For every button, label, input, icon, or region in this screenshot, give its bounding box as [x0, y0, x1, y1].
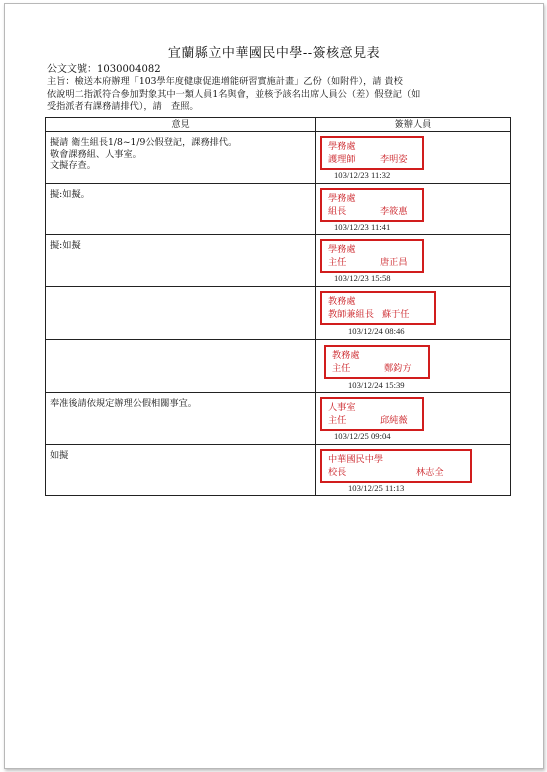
opinion-cell: [46, 132, 316, 184]
table-row: [46, 132, 511, 184]
stamp-role: 主任: [328, 257, 347, 268]
opinion-cell: [46, 287, 316, 340]
opinion-line: 擬:如擬: [50, 240, 81, 251]
table-row: [46, 184, 511, 235]
opinion-cell: [46, 235, 316, 287]
document-number: 公文文號：1030004082: [47, 64, 161, 75]
timestamp: 103/12/23 15:58: [334, 273, 391, 283]
timestamp: 103/12/23 11:41: [334, 222, 391, 232]
stamp-role: 主任: [328, 415, 347, 426]
document-page: [4, 3, 544, 769]
stamp-name: 李筱惠: [380, 206, 408, 217]
signer-cell: [316, 184, 511, 235]
timestamp: 103/12/25 09:04: [334, 431, 391, 441]
approval-stamp: [320, 449, 472, 483]
stamp-role: 組長: [328, 206, 347, 217]
signer-cell: [316, 445, 511, 496]
stamp-unit: 學務處: [328, 193, 356, 204]
table-row: [46, 445, 511, 496]
approval-stamp: [320, 136, 424, 170]
approval-stamp: [324, 345, 430, 379]
stamp-role: 護理師: [328, 154, 356, 165]
opinion-line: 奉准後請依規定辦理公假相關事宜。: [50, 398, 197, 409]
approval-stamp: [320, 397, 424, 431]
stamp-role: 校長: [328, 467, 347, 478]
stamp-name: 唐正昌: [380, 257, 408, 268]
approval-stamp: [320, 291, 436, 325]
opinion-cell: [46, 445, 316, 496]
opinion-cell: [46, 393, 316, 445]
signer-cell: [316, 340, 511, 393]
timestamp: 103/12/24 08:46: [348, 326, 405, 336]
table-row: [46, 393, 511, 445]
signer-cell: [316, 132, 511, 184]
stamp-role: 主任: [332, 363, 351, 374]
stamp-unit: 學務處: [328, 244, 356, 255]
subject-text: [47, 76, 512, 114]
opinion-line: 敬會課務組、人事室。: [50, 148, 142, 160]
signer-cell: [316, 287, 511, 340]
signoff-table: [45, 117, 511, 496]
stamp-name: 邱純薇: [380, 415, 408, 426]
stamp-unit: 教務處: [328, 296, 356, 307]
table-header-row: [46, 118, 511, 132]
stamp-name: 林志全: [416, 467, 444, 478]
table-row: [46, 235, 511, 287]
signer-cell: [316, 235, 511, 287]
stamp-unit: 學務處: [328, 141, 356, 152]
timestamp: 103/12/24 15:39: [348, 380, 405, 390]
approval-stamp: [320, 239, 424, 273]
page-title: 宜蘭縣立中華國民中學--簽核意見表: [167, 46, 381, 61]
subject-line: 依說明二指派符合參加對象其中一類人員1名與會，並核予該名出席人員公（差）假登記（如: [47, 88, 421, 100]
subject-line: 主旨：檢送本府辦理「103學年度健康促進增能研習實施計畫」乙份（如附件），請 貴校: [47, 76, 403, 87]
opinion-line: 如擬: [50, 450, 69, 461]
opinion-cell: [46, 340, 316, 393]
timestamp: 103/12/25 11:13: [348, 483, 405, 493]
table-row: [46, 287, 511, 340]
stamp-name: 蘇于任: [381, 309, 410, 320]
stamp-name: 鄭鈞方: [384, 363, 412, 374]
stamp-role: 教師兼組長: [328, 309, 374, 320]
stamp-unit: 中華國民中學: [328, 454, 384, 465]
table-row: [46, 340, 511, 393]
header-signer: 簽辦人員: [316, 118, 511, 132]
stamp-name: 李明姿: [380, 154, 408, 165]
opinion-line: 擬請 衛生組長1/8~1/9公假登記，課務排代。: [50, 137, 238, 148]
subject-line: 受指派者有課務請排代），請 查照。: [47, 101, 199, 112]
timestamp: 103/12/23 11:32: [334, 170, 391, 180]
opinion-line: 擬:如擬。: [50, 189, 90, 200]
approval-stamp: [320, 188, 424, 222]
opinion-cell: [46, 184, 316, 235]
stamp-unit: 教務處: [332, 350, 360, 361]
stamp-unit: 人事室: [328, 402, 356, 413]
signer-cell: [316, 393, 511, 445]
header-opinion: 意見: [46, 118, 316, 132]
opinion-line: 文擬存查。: [50, 160, 96, 171]
